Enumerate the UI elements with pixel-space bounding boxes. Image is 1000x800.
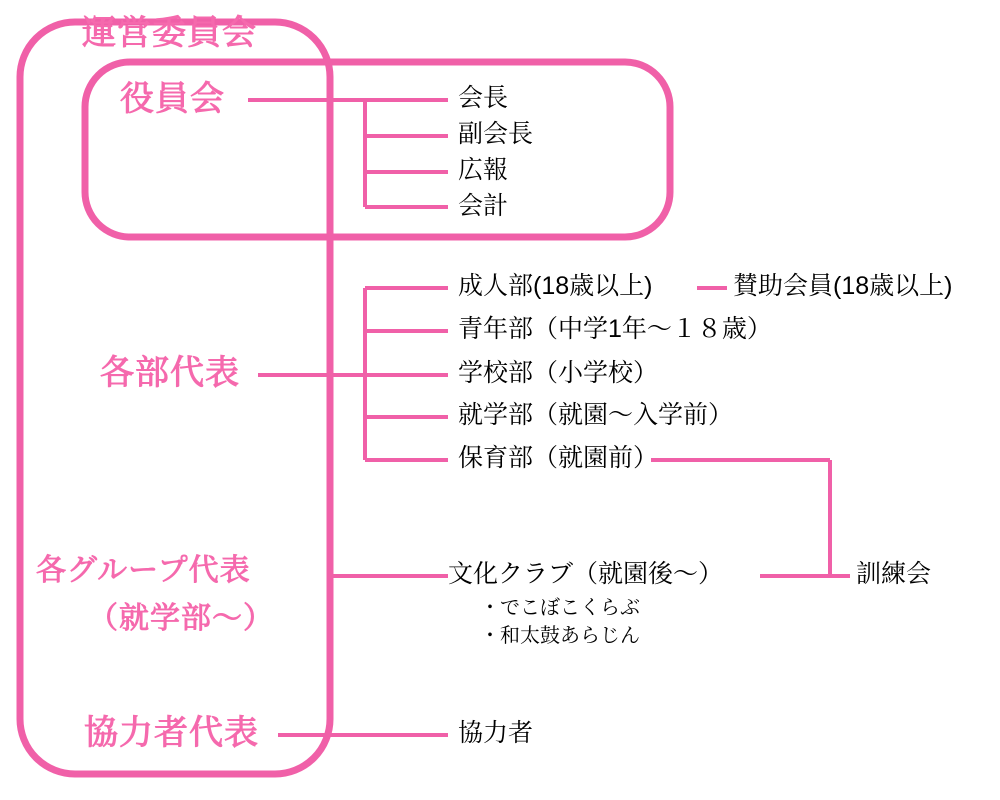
officer-item-vice-chair: 副会長 <box>458 120 534 148</box>
officer-item-chair: 会長 <box>458 84 509 112</box>
culture-club-item-wadaiko: ・和太鼓あらじん <box>480 625 640 647</box>
department-item-nursery: 保育部（就園前） <box>458 444 659 472</box>
group-reps-label-line2: （就学部〜） <box>88 602 274 635</box>
culture-club-item-dekoboko: ・でこぼこくらぶ <box>480 597 640 619</box>
officer-item-accounting: 会計 <box>458 192 509 220</box>
supporting-member-label: 賛助会員(18歳以上) <box>733 272 953 300</box>
department-item-youth: 青年部（中学1年〜１８歳） <box>458 315 772 343</box>
department-item-preschool-entry: 就学部（就園〜入学前） <box>458 401 734 429</box>
officers-label: 役員会 <box>120 80 225 118</box>
supporter-reps-label: 協力者代表 <box>84 714 259 752</box>
department-item-adult: 成人部(18歳以上) <box>458 272 653 300</box>
department-reps-label: 各部代表 <box>100 354 240 392</box>
training-group-label: 訓練会 <box>856 560 932 588</box>
culture-club-label: 文化クラブ（就園後〜） <box>448 560 724 588</box>
supporter-label: 協力者 <box>458 719 534 747</box>
committee-outer-box <box>20 22 330 774</box>
department-item-school: 学校部（小学校） <box>458 359 659 387</box>
group-reps-label-line1: 各グループ代表 <box>36 554 251 587</box>
officer-item-pr: 広報 <box>458 156 509 184</box>
committee-title: 運営委員会 <box>82 14 257 52</box>
